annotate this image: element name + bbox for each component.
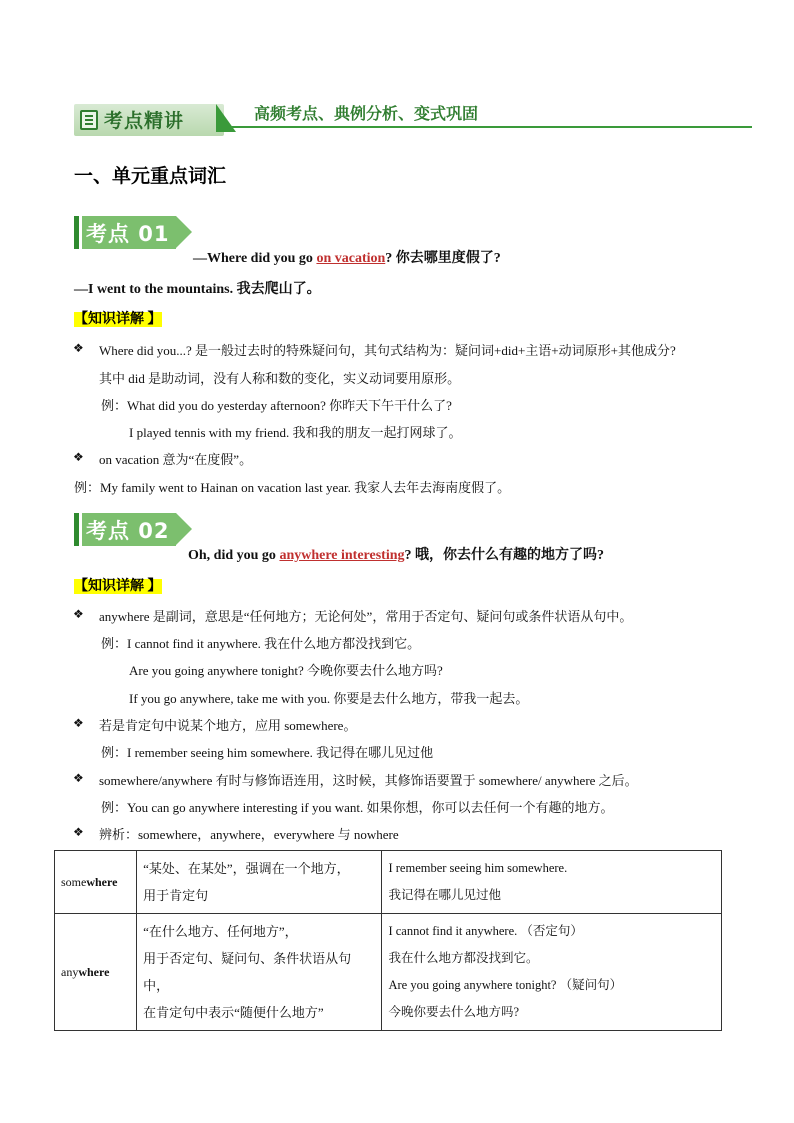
detail-line: 若是肯定句中说某个地方，应用 somewhere。 (99, 718, 357, 733)
detail-line: 例：You can go anywhere interesting if you want. 如果你想，你可以去任何一个有趣的地方。 (101, 800, 614, 815)
knowledge-label: 【知识详解 】 (74, 579, 162, 594)
point-question: —Where did you go on vacation? 你去哪里度假了? (193, 251, 501, 266)
diamond-bullet-icon: ❖ (73, 450, 84, 464)
detail-line: Where did you...? 是一般过去时的特殊疑问句，其句式结构为：疑问词+did+主语+动词原形+其他成分? (99, 343, 676, 358)
point-question: Oh, did you go anywhere interesting? 哦，你去什么有趣的地方了吗? (188, 548, 605, 563)
table-cell-examples: I remember seeing him somewhere. 我记得在哪儿见过他 (382, 851, 722, 914)
detail-line: 例：I remember seeing him somewhere. 我记得在哪儿见过他 (101, 745, 434, 760)
detail-line: If you go anywhere, take me with you. 你要是去什么地方，带我一起去。 (129, 691, 529, 706)
highlight-phrase: on vacation (316, 251, 386, 266)
point-answer: —I went to the mountains. 我去爬山了。 (74, 282, 321, 297)
diamond-bullet-icon: ❖ (73, 716, 84, 730)
banner-triangle (216, 104, 236, 132)
diamond-bullet-icon: ❖ (73, 341, 84, 355)
detail-line: somewhere/anywhere 有时与修饰语连用，这时候，其修饰语要置于 somewhere/ anywhere 之后。 (99, 773, 638, 788)
detail-line: on vacation 意为“在度假”。 (99, 452, 253, 467)
detail-line: 其中 did 是助动词，没有人称和数的变化，实义动词要用原形。 (99, 371, 461, 386)
detail-line: 例：What did you do yesterday afternoon? 你昨天下午干什么了? (101, 398, 452, 413)
point-tag-01 (74, 216, 192, 249)
detail-line: 例：My family went to Hainan on vacation last year. 我家人去年去海南度假了。 (74, 480, 511, 495)
point-tag-label: 考点 02 (86, 519, 170, 543)
comparison-table (54, 850, 722, 1031)
table-cell-meaning: “某处、在某处”，强调在一个地方， 用于肯定句 (137, 851, 382, 914)
table-row (55, 914, 722, 1031)
banner-title: 考点精讲 (104, 110, 185, 132)
table-row (55, 851, 722, 914)
point-tag-02 (74, 513, 192, 546)
table-cell-word: anywhere (55, 914, 137, 1031)
detail-line: I played tennis with my friend. 我和我的朋友一起打网球了。 (129, 425, 462, 440)
section-heading: 一、单元重点词汇 (74, 165, 227, 187)
detail-line: anywhere 是副词，意思是“任何地方；无论何处”，常用于否定句、疑问句或条件状语从句中。 (99, 609, 633, 624)
knowledge-label: 【知识详解 】 (74, 312, 162, 327)
detail-line: 辨析：somewhere，anywhere，everywhere 与 nowhere (99, 827, 399, 842)
table-cell-examples: I cannot find it anywhere. （否定句） 我在什么地方都没找到它。 Are you going anywhere tonight? （疑问句） 今晚你要去什么地方吗? (382, 914, 722, 1031)
diamond-bullet-icon: ❖ (73, 825, 84, 839)
table-cell-word: somewhere (55, 851, 137, 914)
diamond-bullet-icon: ❖ (73, 771, 84, 785)
book-icon (80, 110, 98, 130)
detail-line: Are you going anywhere tonight? 今晚你要去什么地方吗? (129, 663, 443, 678)
highlight-phrase: anywhere interesting (279, 548, 405, 563)
table-cell-meaning: “在什么地方、任何地方”， 用于否定句、疑问句、条件状语从句中， 在肯定句中表示“随便什么地方” (137, 914, 382, 1031)
diamond-bullet-icon: ❖ (73, 607, 84, 621)
point-tag-label: 考点 01 (86, 222, 170, 246)
detail-line: 例：I cannot find it anywhere. 我在什么地方都没找到它。 (101, 636, 421, 651)
banner-subtitle: 高频考点、典例分析、变式巩固 (254, 104, 479, 123)
